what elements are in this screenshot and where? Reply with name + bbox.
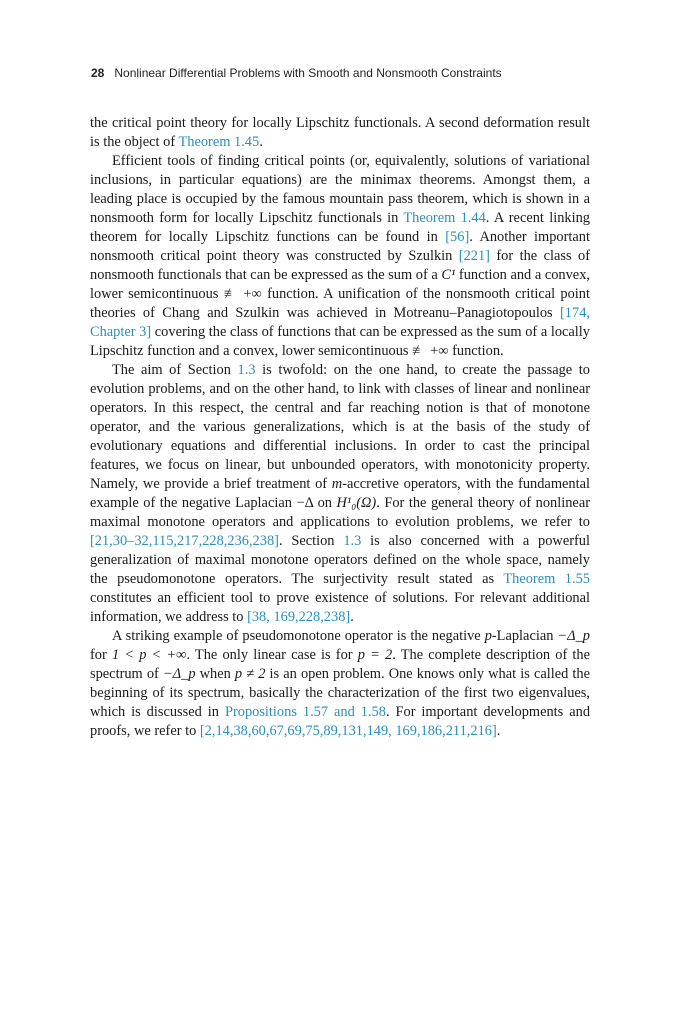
section-ref[interactable]: 1.3 xyxy=(343,533,362,549)
citation-link[interactable]: [174, Chapter 3] xyxy=(90,305,590,340)
section-ref[interactable]: 1.3 xyxy=(237,362,256,378)
page-number: 28 xyxy=(91,66,105,80)
math-p: p xyxy=(484,628,492,644)
paragraph-1: the critical point theory for locally Lipschitz functionals. A second deformation result is the object of Theorem 1.45. xyxy=(90,115,590,150)
math-neg-p-laplacian: −Δ_p xyxy=(557,628,590,644)
math-m: m xyxy=(331,476,343,492)
citation-link[interactable]: [2,14,38,60,67,69,75,89,131,149, 169,186,211,216] xyxy=(199,723,497,739)
math-p-neq-2: p ≠ 2 xyxy=(234,666,266,682)
math-p-eq-2: p = 2 xyxy=(357,647,393,663)
paragraph-4: A striking example of pseudomonotone operator is the negative p-Laplacian −Δ_p for 1 < p < +∞. The only linear case is for p = 2. The complete description of the spectrum of −Δ_p when p ≠ 2 is an open problem. One knows only what is called the beginning of its spectrum, basically the characterization of the first two eigenvalues, which is discussed in Propositions 1.57 and 1.58. For important developments and proofs, we refer to [2,14,38,60,67,69,75,89,131,149, 169,186,211,216]. xyxy=(90,628,591,739)
citation-link[interactable]: [38, 169,228,238] xyxy=(247,609,351,625)
running-header xyxy=(91,66,591,80)
math-range: 1 < p < +∞ xyxy=(111,647,187,663)
citation-link[interactable]: [21,30–32,115,217,228,236,238] xyxy=(90,533,279,549)
math-c1: C¹ xyxy=(441,267,456,283)
math-neq-inf: ≢ +∞ xyxy=(412,343,449,359)
running-title: Nonlinear Differential Problems with Smooth and Nonsmooth Constraints xyxy=(114,66,502,80)
math-h01: H¹₀(Ω) xyxy=(336,495,377,511)
body-text xyxy=(90,114,590,741)
math-neg-laplacian: −Δ xyxy=(296,495,314,511)
paragraph-3: The aim of Section 1.3 is twofold: on the one hand, to create the passage to evolution problems, and on the other hand, to link with classes of linear and nonlinear operators. In this respect, the central and far reaching notion is that of monotone operator, and the various generalizations, which is at the basis of the study of evolutionary equations and differential inclusions. In order to cast the principal features, we focus on linear, but unbounded operators, with monotonicity property. Namely, we provide a brief treatment of m-accretive operators, with the fundamental example of the negative Laplacian −Δ on H¹₀(Ω). For the general theory of nonlinear maximal monotone operators and applications to evolution problems, we refer to [21,30–32,115,217,228,236,238]. Section 1.3 is also concerned with a powerful generalization of maximal monotone operators defined on the whole space, namely the pseudomonotone operators. The surjectivity result stated as Theorem 1.55 constitutes an efficient tool to prove existence of solutions. For relevant additional information, we address to [38, 169,228,238]. xyxy=(90,362,590,625)
theorem-ref[interactable]: Theorem 1.45 xyxy=(178,134,260,150)
theorem-ref[interactable]: Theorem 1.55 xyxy=(503,571,590,587)
citation-link[interactable]: [56] xyxy=(445,229,470,245)
math-neg-p-laplacian: −Δ_p xyxy=(162,666,196,682)
paragraph-2: Efficient tools of finding critical points (or, equivalently, solutions of variational inclusions, in particular equations) are the minimax theorems. Amongst them, a leading place is occupied by the famous mountain pass theorem, which is shown in a nonsmooth form for locally Lipschitz functionals in Theorem 1.44. A recent linking theorem for locally Lipschitz functions can be found in [56]. Another important nonsmooth critical point theory was constructed by Szulkin [221] for the class of nonsmooth functionals that can be expressed as the sum of a C¹ function and a convex, lower semicontinuous ≢ +∞ function. A unification of the nonsmooth critical point theories of Chang and Szulkin was achieved in Motreanu–Panagiotopoulos [174, Chapter 3] covering the class of functions that can be expressed as the sum of a locally Lipschitz function and a convex, lower semicontinuous ≢ +∞ function. xyxy=(90,153,590,359)
citation-link[interactable]: [221] xyxy=(458,248,490,264)
proposition-ref[interactable]: Propositions 1.57 and 1.58 xyxy=(224,704,386,720)
math-neq-inf: ≢ +∞ xyxy=(223,286,262,302)
theorem-ref[interactable]: Theorem 1.44 xyxy=(403,210,486,226)
